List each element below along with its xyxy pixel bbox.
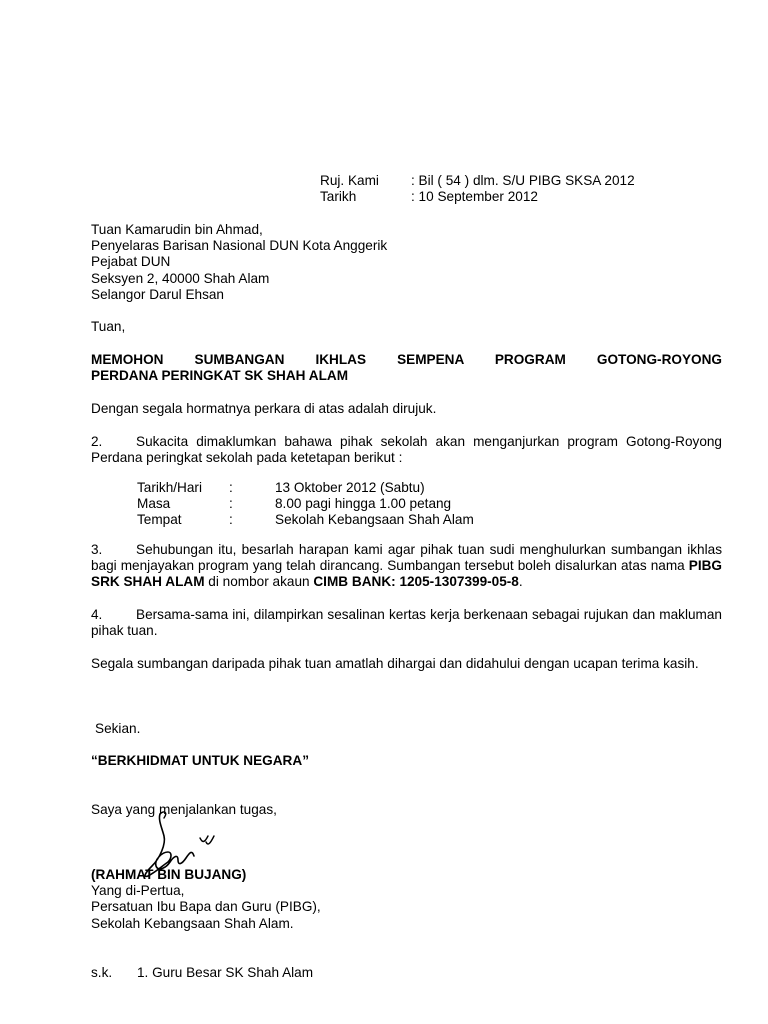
paragraph-number: 4. — [91, 607, 103, 622]
reference-block — [320, 173, 635, 205]
recipient-name: Tuan Kamarudin bin Ahmad, — [91, 222, 263, 237]
schedule-list — [137, 480, 474, 529]
signatory-school: Sekolah Kebangsaan Shah Alam. — [91, 915, 294, 931]
schedule-colon: : — [229, 480, 233, 495]
paragraph-number: 3. — [91, 542, 103, 557]
paragraph-3 — [91, 542, 722, 591]
reference-row — [320, 173, 635, 189]
subject-line1: MEMOHON SUMBANGAN IKHLAS SEMPENA PROGRAM GOTONG-ROYONG — [91, 352, 722, 367]
schedule-label: Tarikh/Hari — [137, 480, 202, 495]
paragraph-text: Sehubungan itu, besarlah harapan kami agar pihak tuan sudi menghulurkan sumbangan ikhlas bagi menjayakan program yang telah dirancang. Sumbangan tersebut boleh disalurkan atas nama — [91, 542, 722, 574]
subject-heading — [91, 352, 722, 384]
bank-account-number: CIMB BANK: 1205-1307399-05-8 — [313, 574, 519, 590]
paragraph-number: 2. — [91, 434, 103, 449]
date-value: : 10 September 2012 — [411, 189, 538, 204]
schedule-value: 8.00 pagi hingga 1.00 petang — [275, 496, 452, 512]
subject-line2: PERDANA PERINGKAT SK SHAH ALAM — [91, 368, 349, 384]
signature-mark — [138, 806, 218, 884]
carbon-copy — [91, 965, 313, 981]
recipient-address — [91, 222, 722, 303]
paragraph-text: Sukacita dimaklumkan bahawa pihak sekolah akan menganjurkan program Gotong-Royong Perdana peringkat sekolah pada ketetapan berikut : — [91, 434, 722, 466]
signatory-title: Yang di-Pertua, — [91, 883, 185, 899]
recipient-office: Pejabat DUN — [91, 254, 171, 270]
schedule-row — [137, 512, 474, 528]
reference-value: : Bil ( 54 ) dlm. S/U PIBG SKSA 2012 — [411, 173, 635, 188]
recipient-address-line2: Selangor Darul Ehsan — [91, 286, 224, 302]
account-name: PIBG SRK SHAH ALAM — [91, 558, 722, 590]
schedule-label: Tempat — [137, 512, 182, 528]
recipient-address-line1: Seksyen 2, 40000 Shah Alam — [91, 270, 270, 286]
schedule-row — [137, 480, 474, 496]
signatory-organisation: Persatuan Ibu Bapa dan Guru (PIBG), — [91, 899, 321, 915]
salutation: Tuan, — [91, 319, 126, 334]
carbon-copy-label: s.k. — [91, 965, 113, 980]
paragraph-text: . — [518, 574, 523, 590]
sekian: Sekian. — [95, 721, 141, 736]
carbon-copy-item: 1. Guru Besar SK Shah Alam — [137, 965, 314, 980]
closing-note: Segala sumbangan daripada pihak tuan amatlah dihargai dan didahului dengan ucapan terima kasih. — [91, 656, 699, 671]
schedule-row — [137, 496, 474, 512]
motto: “BERKHIDMAT UNTUK NEGARA” — [91, 753, 309, 768]
date-label: Tarikh — [320, 189, 357, 204]
schedule-value: 13 Oktober 2012 (Sabtu) — [275, 480, 425, 495]
schedule-value: Sekolah Kebangsaan Shah Alam — [275, 512, 474, 528]
paragraph-2 — [91, 434, 722, 466]
paragraph-text: di nombor akaun — [204, 574, 314, 590]
paragraph-4 — [91, 607, 722, 639]
reference-label: Ruj. Kami — [320, 173, 379, 188]
opening-paragraph: Dengan segala hormatnya perkara di atas adalah dirujuk. — [91, 401, 437, 416]
schedule-colon: : — [229, 512, 233, 528]
schedule-colon: : — [229, 496, 233, 512]
recipient-position: Penyelaras Barisan Nasional DUN Kota Anggerik — [91, 238, 388, 254]
signatory-name: (RAHMAT BIN BUJANG) — [91, 867, 247, 882]
schedule-label: Masa — [137, 496, 171, 512]
date-row — [320, 189, 635, 205]
duty-line: Saya yang menjalankan tugas, — [91, 802, 277, 817]
paragraph-text: Bersama-sama ini, dilampirkan sesalinan kertas kerja berkenaan sebagai rujukan dan makluman pihak tuan. — [91, 607, 722, 639]
